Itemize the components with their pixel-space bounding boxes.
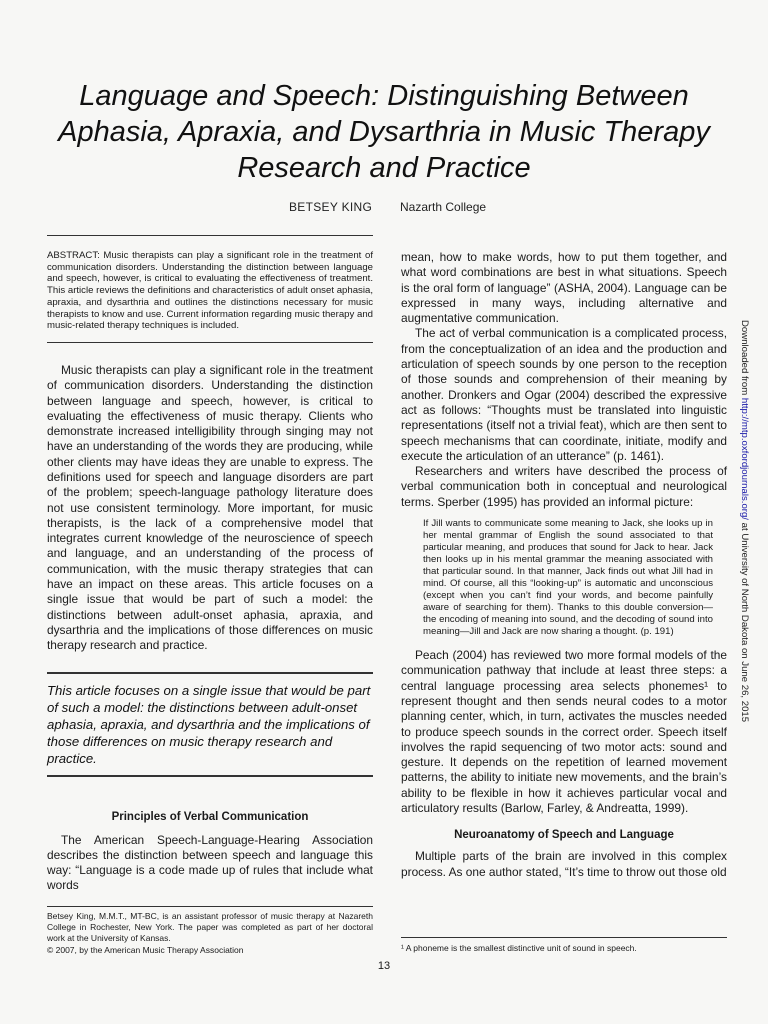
phoneme-footnote: ¹ A phoneme is the smallest distinctive unit of sound in speech. (401, 937, 727, 954)
abstract: ABSTRACT: Music therapists can play a significant role in the treatment of communication disorders. Understanding the distinction between language and speech, however, is critical to evaluating the effectiveness of treatment. This article reviews the definitions and characteristics of adult onset aphasia, apraxia, and dysarthria and outlines the distinctions necessary for music therapists to know and use. Current information regarding music therapy and music-related therapy techniques is included. (47, 235, 373, 343)
download-notice-prefix: Downloaded from (739, 320, 750, 398)
pull-quote: This article focuses on a single issue that would be part of such a model: the distinctions between adult-onset aphasia, apraxia, and dysarthria and the implications of those differences on music therapy research and practice. (47, 672, 373, 777)
continuation-paragraph: mean, how to make words, how to put them together, and what word combinations are best in what situations. Speech is the oral form of language” (ASHA, 2004). Language can be expressed in many ways, including alternative and augmentative communication. (401, 250, 727, 326)
neuroanatomy-paragraph: Multiple parts of the brain are involved in this complex process. As one author stated, “It’s time to throw out those old (401, 849, 727, 879)
author-affiliation: Nazarth College (400, 200, 487, 214)
intro-paragraph: Music therapists can play a significant role in the treatment of communication disorders. Understanding the distinction between language and speech, however, is critical to evaluating the effectiveness of music therapy. Clients who demonstrate increased intelligibility through singing may not have an understanding of the words they are producing, while other clients may have ideas they are unable to express. The definitions used for speech and language disorders are part of the problem; speech-language pathology literature does not use consistent terminology. More important, for music therapists, is the lack of a comprehensive model that integrates current knowledge of the neuroscience of speech and language, and an understanding of the process of communication, with the music therapy strategies that can have an impact on these areas. This article focuses on a single issue that would be part of such a model: the distinctions between adult-onset aphasia, apraxia, and dysarthria and the implications of those differences on music therapy research and practice. (47, 362, 373, 653)
principles-paragraph: The American Speech-Language-Hearing Association describes the distinction between speech and language this way: “Language is a code made up of rules that include what words (47, 832, 373, 893)
download-notice (739, 320, 750, 722)
researchers-paragraph: Researchers and writers have described the process of verbal communication both in conceptual and neurological terms. Sperber (1995) has provided an informal picture: (401, 464, 727, 509)
journal-link[interactable]: http://mtp.oxfordjournals.org/ (739, 397, 750, 520)
right-column (401, 250, 727, 880)
block-quote: If Jill wants to communicate some meaning to Jack, she looks up in her mental grammar of English the sound associated to that particular meaning, and produces that sound for Jack to hear. Jack then looks up in his mental grammar the meaning associated with that particular sound. In that manner, Jack finds out what Jill had in mind. Of course, all this “looking-up” is automatic and unconscious (except when you can’t find your words, and become painfully aware of searching for them). Thanks to this double conversion—the encoding of meaning into sound, and the decoding of sound into meaning—Jill and Jack are now sharing a thought. (p. 191) (423, 518, 713, 638)
article-title: Language and Speech: Distinguishing Between Aphasia, Apraxia, and Dysarthria in Music Therapy Research and Practice (58, 80, 710, 184)
author-footnote: Betsey King, M.M.T., MT-BC, is an assistant professor of music therapy at Nazareth College in Rochester, New York. The paper was completed as part of her doctoral work at the University of Kansas. © 2007, by the American Music Therapy Association (47, 906, 373, 956)
verbal-act-paragraph: The act of verbal communication is a complicated process, from the conceptualization of an idea and the production and articulation of speech sounds by one person to the reception of those sounds and comprehension of their meaning by another. Dronkers and Ogar (2004) described the expressive act as follows: “Thoughts must be translated into linguistic representations (itself not a trivial feat), which are then sent to speech mechanisms that can coordinate, initiate, modify and execute the articulation of an utterance” (p. 1461). (401, 326, 727, 463)
section-heading-neuroanatomy: Neuroanatomy of Speech and Language (454, 829, 674, 842)
download-notice-suffix: at University of North Dakota on June 26, 2015 (739, 519, 750, 723)
left-column (47, 235, 373, 894)
page-number: 13 (377, 960, 391, 972)
author-name: BETSEY KING (289, 200, 373, 214)
section-heading-principles: Principles of Verbal Communication (111, 810, 309, 823)
peach-paragraph: Peach (2004) has reviewed two more formal models of the communication pathway that include at least three steps: a central language processing area selects phonemes¹ to represent thought and then sends neural codes to a motor planning center, which, in turn, activates the muscles needed to produce speech sounds in the correct order. Speech itself involves the rapid sequencing of two motor acts: sound and gesture. It depends on the repetition of learned movement patterns, the ability to initiate new movements, and the brain’s ability to be flexible in how it achieves particular vocal and articulatory results (Barlow, Farley, & Andreatta, 1999). (401, 648, 727, 816)
